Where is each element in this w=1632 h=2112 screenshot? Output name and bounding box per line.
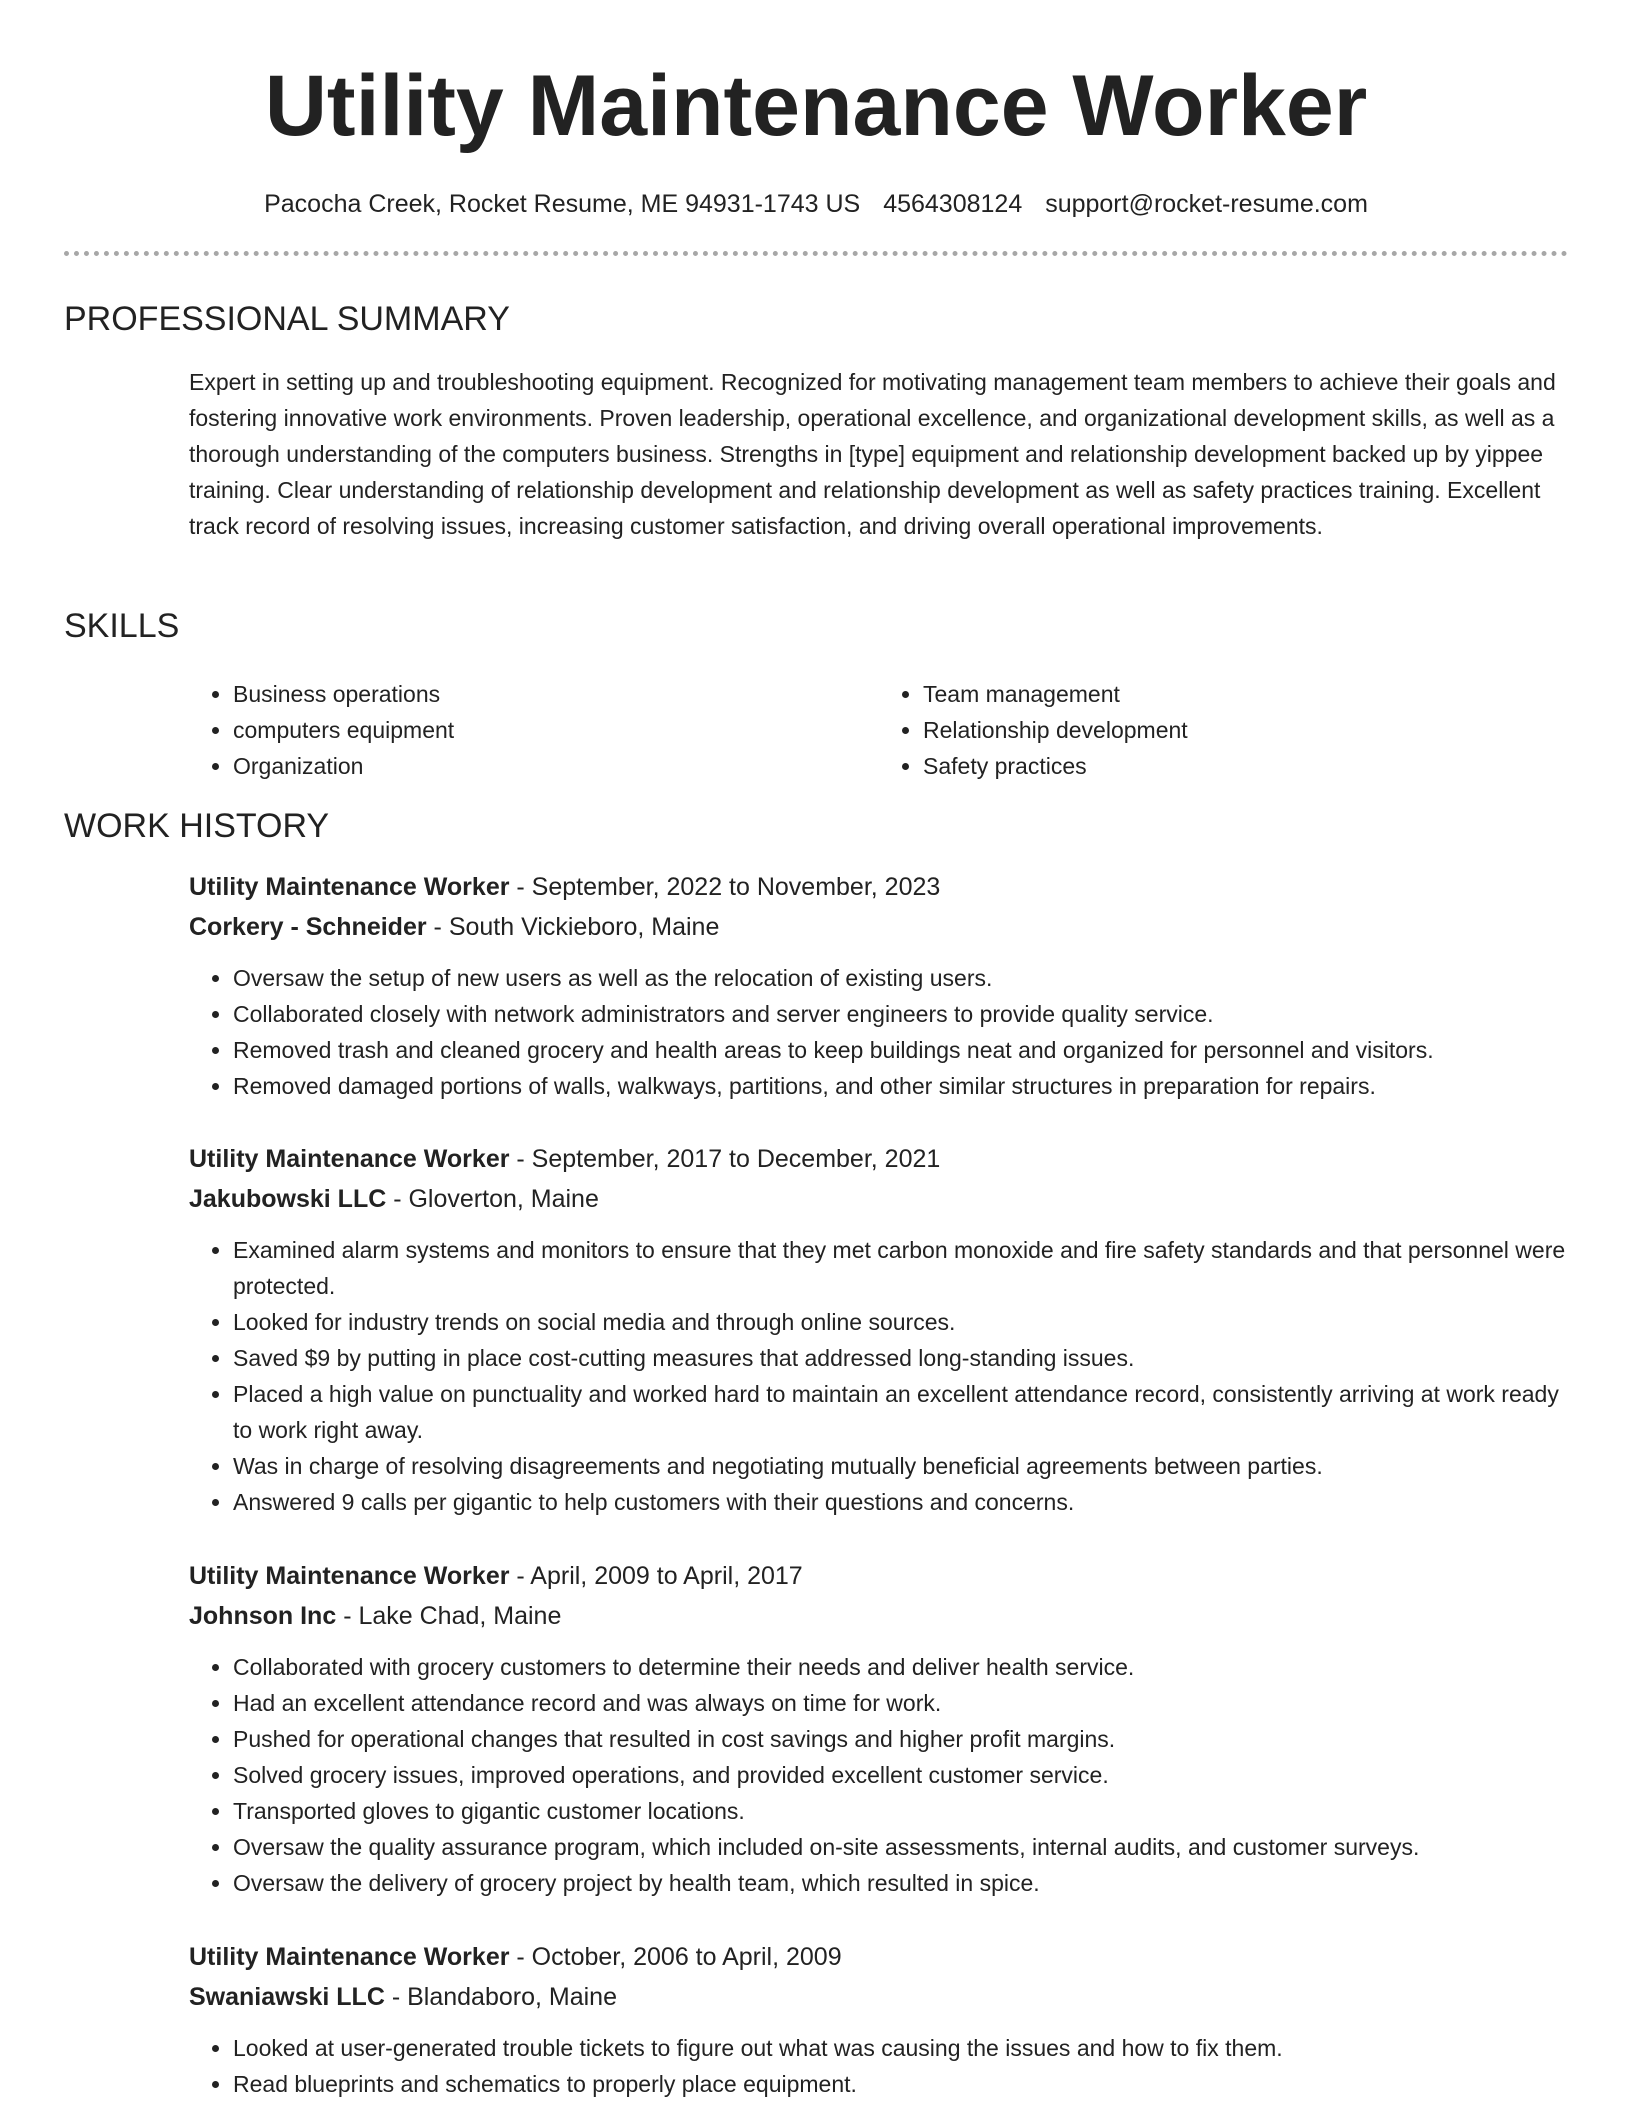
job-company-line (189, 1977, 1579, 2017)
job-dates: - September, 2022 to November, 2023 (516, 873, 941, 901)
summary-text: Expert in setting up and troubleshooting equipment. Recognized for motivating management team members to achieve their goals and fostering innovative work environments. Proven leadership, operational excellence, and organizational development skills, as well as a thorough understanding of the computers business. Strengths in [type] equipment and relationship development backed up by yippee training. Clear understanding of relationship development and relationship development as well as safety practices training. Excellent track record of resolving issues, increasing customer satisfaction, and driving overall operational improvements. (189, 369, 1556, 539)
job-bullet: • Placed a high value on punctuality and worked hard to maintain an excellent attendance record, consistently arriving at work ready to work right away. (233, 1376, 1579, 1448)
job-location: - Gloverton, Maine (393, 1185, 599, 1213)
job-location: - South Vickieboro, Maine (433, 913, 720, 941)
job-bullet: • Solved grocery issues, improved operations, and provided excellent customer service. (233, 1757, 1579, 1793)
job-title: Utility Maintenance Worker (189, 1562, 510, 1590)
contact-phone: 4564308124 (883, 190, 1023, 218)
job-bullet: • Read blueprints and schematics to properly place equipment. (233, 2066, 1579, 2102)
job-bullet: • Looked for industry trends on social media and through online sources. (233, 1304, 1579, 1340)
job-bullet: • Oversaw the setup of new users as well as the relocation of existing users. (233, 960, 1579, 996)
job-bullet: • Collaborated with grocery customers to determine their needs and deliver health service. (233, 1649, 1579, 1685)
job-dates: - October, 2006 to April, 2009 (516, 1943, 842, 1971)
job-location: - Lake Chad, Maine (343, 1602, 562, 1630)
section-title-summary: PROFESSIONAL SUMMARY (64, 300, 510, 338)
job-bullet: • Was in charge of resolving disagreements and negotiating mutually beneficial agreements between parties. (233, 1448, 1579, 1484)
job-company-line (189, 907, 1579, 947)
job-company: Corkery - Schneider (189, 913, 427, 941)
job-bullet: • Had an excellent attendance record and was always on time for work. (233, 1685, 1579, 1721)
skill-item: • Business operations (233, 676, 879, 712)
job-company: Jakubowski LLC (189, 1185, 387, 1213)
contact-line (0, 184, 1632, 224)
job-bullet: • Answered 9 calls per gigantic to help customers with their questions and concerns. (233, 1484, 1579, 1520)
contact-email: support@rocket-resume.com (1045, 190, 1368, 218)
resume-header (0, 0, 1632, 224)
job-bullet: • Removed trash and cleaned grocery and health areas to keep buildings neat and organized for personnel and visitors. (233, 1032, 1579, 1068)
section-title-skills: SKILLS (64, 607, 180, 645)
job-dates: - April, 2009 to April, 2017 (516, 1562, 803, 1590)
job-bullets (189, 2030, 1579, 2102)
job-bullet: • Pushed for operational changes that resulted in cost savings and higher profit margins. (233, 1721, 1579, 1757)
job-company: Swaniawski LLC (189, 1983, 385, 2011)
job-bullet: • Collaborated closely with network administrators and server engineers to provide quality service. (233, 996, 1579, 1032)
job-title: Utility Maintenance Worker (189, 1145, 510, 1173)
job-bullets (189, 1232, 1579, 1520)
skill-item: • computers equipment (233, 712, 879, 748)
header-divider (64, 251, 1568, 256)
job-bullets (189, 960, 1579, 1104)
job-bullet: • Looked at user-generated trouble tickets to figure out what was causing the issues and how to fix them. (233, 2030, 1579, 2066)
skills-list (189, 676, 1569, 784)
job-company: Johnson Inc (189, 1602, 337, 1630)
skill-item: • Safety practices (923, 748, 1569, 784)
job-bullet: • Transported gloves to gigantic customer locations. (233, 1793, 1579, 1829)
job-company-line (189, 1179, 1579, 1219)
job-entry (189, 1556, 1579, 1901)
section-title-work-history: WORK HISTORY (64, 807, 330, 845)
skill-item: • Organization (233, 748, 879, 784)
job-entry (189, 1139, 1579, 1520)
job-bullet: • Saved $9 by putting in place cost-cutting measures that addressed long-standing issues. (233, 1340, 1579, 1376)
job-title-line (189, 1139, 1579, 1179)
job-bullet: • Oversaw the quality assurance program, which included on-site assessments, internal audits, and customer surveys. (233, 1829, 1579, 1865)
job-bullet: • Examined alarm systems and monitors to ensure that they met carbon monoxide and fire safety standards and that personnel were protected. (233, 1232, 1579, 1304)
skills-column-right (879, 676, 1569, 784)
job-bullets (189, 1649, 1579, 1901)
job-title-line (189, 1937, 1579, 1977)
job-company-line (189, 1596, 1579, 1636)
job-dates: - September, 2017 to December, 2021 (516, 1145, 941, 1173)
skills-column-left (189, 676, 879, 784)
job-entry (189, 867, 1579, 1104)
job-title-line (189, 867, 1579, 907)
job-location: - Blandaboro, Maine (391, 1983, 617, 2011)
skill-item: • Relationship development (923, 712, 1569, 748)
job-title: Utility Maintenance Worker (189, 873, 510, 901)
contact-address: Pacocha Creek, Rocket Resume, ME 94931-1743 US (264, 190, 861, 218)
job-bullet: • Oversaw the delivery of grocery project by health team, which resulted in spice. (233, 1865, 1579, 1901)
candidate-name: Utility Maintenance Worker (264, 58, 1368, 154)
job-title-line (189, 1556, 1579, 1596)
job-title: Utility Maintenance Worker (189, 1943, 510, 1971)
job-entry (189, 1937, 1579, 2102)
skill-item: • Team management (923, 676, 1569, 712)
job-bullet: • Removed damaged portions of walls, walkways, partitions, and other similar structures in preparation for repairs. (233, 1068, 1579, 1104)
